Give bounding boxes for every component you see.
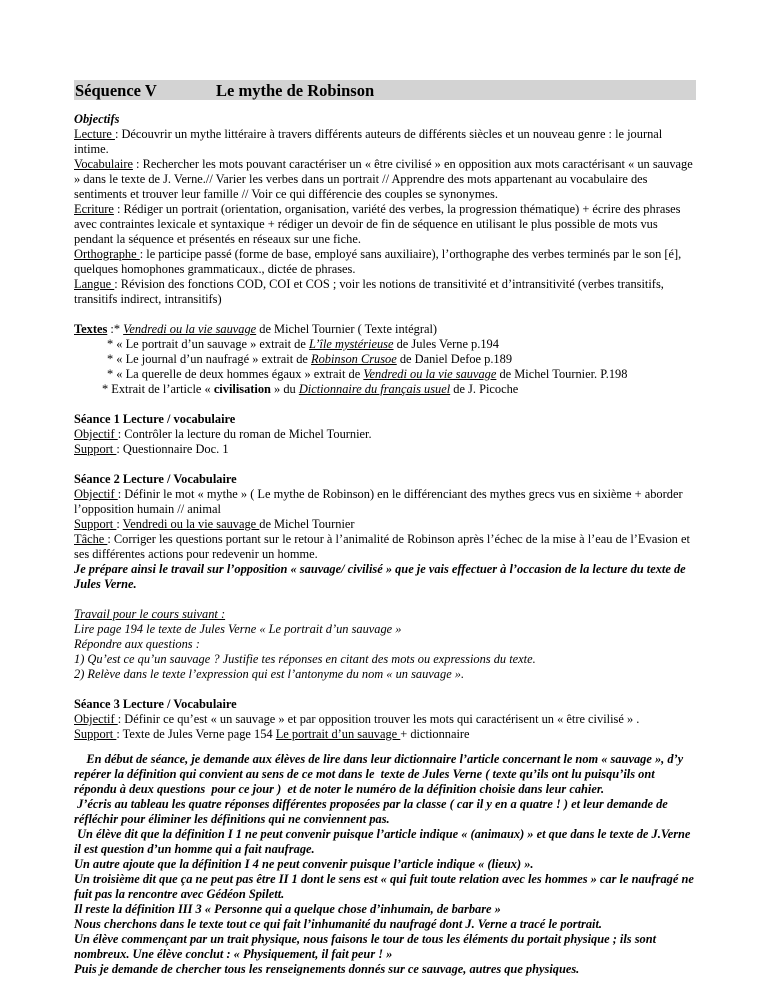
seance-2-conclusion: Je prépare ainsi le travail sur l’opposition « sauvage/ civilisé » que je vais effectuer à l’occasion de la lecture du texte de Jules Verne. [74,562,686,591]
lecture-text: : Découvrir un mythe littéraire à travers différents auteurs de différents siècles et un nouveau genre : le journal intime. [74,127,663,156]
travail-line-1: Lire page 194 le texte de Jules Verne « Le portrait d’un sauvage » [74,622,402,636]
article-word: civilisation [213,382,271,396]
objectif-label: Objectif [74,712,118,726]
textes-line-3-rest: de Daniel Defoe p.189 [396,352,513,366]
objectif-text: : Définir ce qu’est « un sauvage » et par opposition trouver les mots qui caractérisent un « être civilisé » . [117,712,640,726]
textes-line-2 [74,337,696,352]
textes-line-2-pre: * « Le portrait d’un sauvage » extrait de [107,337,309,351]
spacer [74,592,696,607]
support-colon: : [116,517,123,531]
book-title: Vendredi ou la vie sauvage [123,322,257,336]
book-title: Robinson Crusoe [311,352,397,366]
body-paragraph: Nous cherchons dans le texte tout ce qui fait l’inhumanité du naufragé dont J. Verne a tracé le portrait. [74,917,603,931]
objectif-vocabulaire [74,157,696,202]
langue-text: : Révision des fonctions COD, COI et COS ; voir les notions de transitivité et d’intransitivité (verbes transitifs, transitifs indirect, intransitifs) [74,277,664,306]
travail-line-2: Répondre aux questions : [74,637,200,651]
tache-text: : Corriger les questions portant sur le retour à l’animalité de Robinson après l’échec de la mise à l’eau de l’Evasion et ses différentes actions pour redevenir un homme. [74,532,690,561]
body-paragraph: Un élève dit que la définition I 1 ne peut convenir puisque l’article indique « (animaux) » et que dans le texte de J.Verne il est question d’un homme qui a fait naufrage. [74,827,694,856]
spacer [74,397,696,412]
seance-1-support [74,442,696,457]
body-paragraph: Un troisième dit que ça ne peut pas être II 1 dont le sens est « qui fuit toute relation avec les hommes » car le naufragé ne fuit pas la rencontre avec Gédéon Spilett. [74,872,694,901]
objectif-text: : Contrôler la lecture du roman de Michel Tournier. [117,427,372,441]
textes-line-1 [74,322,696,337]
book-title: Dictionnaire du français usuel [298,382,451,396]
textes-line-5-mid: » du [270,382,299,396]
support-text: : Texte de Jules Verne page 154 [116,727,276,741]
seance-3-objectif [74,712,696,727]
textes-bullet: :* [107,322,124,336]
sequence-header [74,80,696,100]
textes-list [74,322,696,397]
sequence-title: Le mythe de Robinson [216,81,375,100]
travail-line-4: 2) Relève dans le texte l’expression qui est l’antonyme du nom « un sauvage ». [74,667,465,681]
body-paragraph: J’écris au tableau les quatre réponses différentes proposées par la classe ( car il y en a quatre ! ) et leur demande de réfléchir pour éliminer les définitions qui ne conviennent pas. [74,797,671,826]
objectif-label: Objectif [74,427,118,441]
textes-line-3 [74,352,696,367]
textes-line-5-pre: * Extrait de l’article « [102,382,214,396]
textes-line-1-rest: de Michel Tournier ( Texte intégral) [256,322,438,336]
textes-line-3-pre: * « Le journal d’un naufragé » extrait de [107,352,312,366]
spacer [74,742,696,752]
objectif-orthographe [74,247,696,277]
text-title: Le portrait d’un sauvage [275,727,401,741]
objectif-lecture [74,127,696,157]
objectif-langue [74,277,696,307]
textes-line-5-rest: de J. Picoche [450,382,519,396]
textes-line-5 [74,382,696,397]
seance-2-tache [74,532,696,562]
vocabulaire-text: : Rechercher les mots pouvant caractériser un « être civilisé » en opposition aux mots caractérisant « un sauvage » dans le texte de J. Verne.// Varier les verbes dans un portrait // Apprendre des mots appartenant au vocabulaire des sentiments et trouver leur famille // Voir ce qui différencie des couples se synonymes. [74,157,693,201]
travail-heading: Travail pour le cours suivant : [74,607,226,621]
spacer [74,682,696,697]
seance-1-objectif [74,427,696,442]
travail-line-3: 1) Qu’est ce qu’un sauvage ? Justifie tes réponses en citant des mots ou expressions du texte. [74,652,536,666]
support-extra: + dictionnaire [400,727,470,741]
textes-line-4 [74,367,696,382]
lecture-label: Lecture [74,127,115,141]
ecriture-label: Ecriture [74,202,114,216]
spacer [74,457,696,472]
seance-2-objectif [74,487,696,517]
body-paragraph: Un élève commençant par un trait physique, nous faisons le tour de tous les éléments du portait physique ; ils sont nombreux. Une élève conclut : « Physiquement, il fait peur ! » [74,932,657,961]
seance-3-body [74,752,696,977]
support-author: de Michel Tournier [259,517,355,531]
textes-line-4-rest: de Michel Tournier. P.198 [496,367,628,381]
seance-2-support [74,517,696,532]
objectif-ecriture [74,202,696,247]
ecriture-text: : Rédiger un portrait (orientation, organisation, variété des verbes, la progression thématique) + écrire des phrases avec contraintes lexicale et syntaxique + rédiger un devoir de fin de séquence en utilisant le plus possible de mots vus pendant la séquence et présentés en réseaux sur une fiche. [74,202,681,246]
document-page [74,80,696,977]
objectif-text: : Définir le mot « mythe » ( Le mythe de Robinson) en le différenciant des mythes grecs vus en sixième + aborder l’opposition humain // animal [74,487,683,516]
body-paragraph: Puis je demande de chercher tous les renseignements donnés sur ce sauvage, autres que physiques. [74,962,580,976]
sequence-number: Séquence V [75,81,157,100]
book-title: Vendredi ou la vie sauvage [122,517,260,531]
orthographe-text: : le participe passé (forme de base, employé sans auxiliaire), l’orthographe des verbes terminés par le son [é], quelques homophones grammaticaux., dictée de phrases. [74,247,682,276]
objectifs-heading: Objectifs [74,112,120,126]
support-text: : Questionnaire Doc. 1 [116,442,229,456]
book-title: Vendredi ou la vie sauvage [363,367,497,381]
seance-3-heading: Séance 3 Lecture / Vocabulaire [74,697,237,711]
tache-label: Tâche [74,532,108,546]
seance-2-heading: Séance 2 Lecture / Vocabulaire [74,472,237,486]
orthographe-label: Orthographe [74,247,140,261]
spacer [74,307,696,322]
seance-3-support [74,727,696,742]
langue-label: Langue [74,277,115,291]
textes-label: Textes [74,322,108,336]
textes-line-4-pre: * « La querelle de deux hommes égaux » extrait de [107,367,364,381]
body-paragraph: En début de séance, je demande aux élèves de lire dans leur dictionnaire l’article concernant le nom « sauvage », d’y repérer la définition qui convient au sens de ce mot dans le texte de Jules Verne ( texte qu’ils ont lu puisqu’ils ont répondu à deux questions pour ce jour ) et de noter le numéro de la définition choisie dans leur cahier. [74,752,687,796]
book-title: L’île mystérieuse [308,337,394,351]
support-label: Support [74,442,117,456]
support-label: Support [74,727,117,741]
body-paragraph: Il reste la définition III 3 « Personne qui a quelque chose d’inhumain, de barbare » [74,902,501,916]
vocabulaire-label: Vocabulaire [74,157,133,171]
body-paragraph: Un autre ajoute que la définition I 4 ne peut convenir puisque l’article indique « (lieux) ». [74,857,534,871]
seance-1-heading: Séance 1 Lecture / vocabulaire [74,412,236,426]
support-label: Support [74,517,117,531]
textes-line-2-rest: de Jules Verne p.194 [393,337,499,351]
objectif-label: Objectif [74,487,118,501]
